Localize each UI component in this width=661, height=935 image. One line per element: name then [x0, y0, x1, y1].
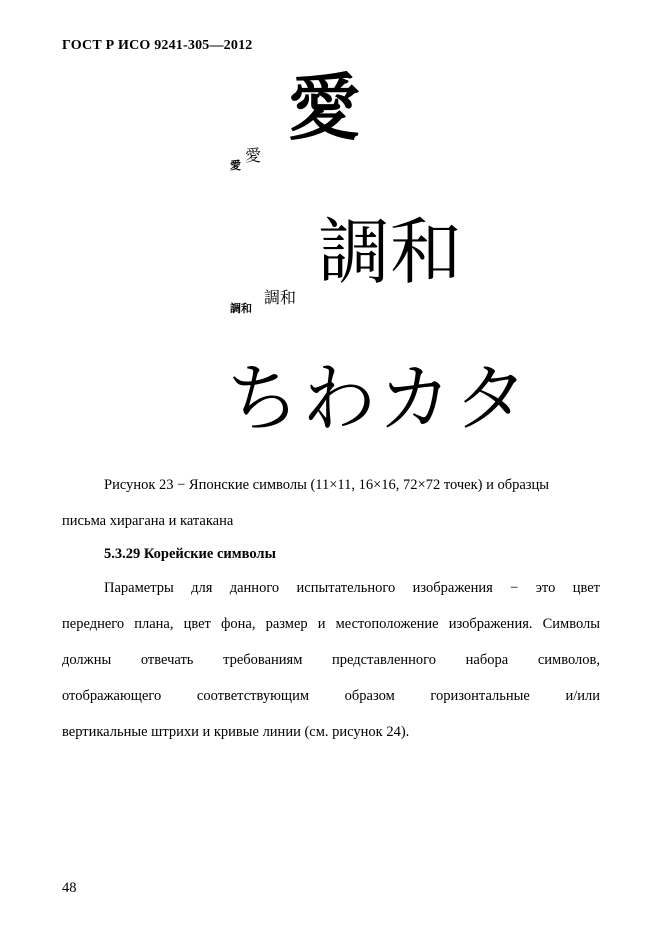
glyph-ai-11x11: 愛	[230, 159, 241, 172]
document-header: ГОСТ Р ИСО 9241-305—2012	[62, 38, 253, 53]
paragraph-line: отображающего соответствующим образом горизонтальные и/или	[62, 688, 600, 704]
glyph-chowa-72x72: 調和	[318, 210, 463, 294]
paragraph-line: Параметры для данного испытательного изображения − это цвет	[104, 580, 600, 596]
page-number: 48	[62, 880, 77, 896]
paragraph-line: должны отвечать требованиям представленного набора символов,	[62, 652, 600, 668]
paragraph-line: вертикальные штрихи и кривые линии (см. рисунок 24).	[62, 724, 410, 740]
glyph-chowa-11x11: 調和	[230, 302, 252, 315]
figure-caption-line1: Рисунок 23 − Японские символы (11×11, 16×16, 72×72 точек) и образцы	[104, 477, 550, 493]
glyph-ai-72x72: 愛	[288, 66, 361, 150]
body-paragraph	[62, 576, 600, 756]
glyph-hiragana-katakana: ちわカタ	[226, 356, 530, 442]
figure-caption-line2: письма хирагана и катакана	[62, 513, 234, 529]
section-heading: 5.3.29 Корейские символы	[104, 546, 276, 562]
glyph-ai-16x16: 愛	[245, 146, 262, 165]
paragraph-line: переднего плана, цвет фона, размер и местоположение изображения. Символы	[62, 616, 600, 632]
glyph-chowa-16x16: 調和	[264, 288, 297, 307]
